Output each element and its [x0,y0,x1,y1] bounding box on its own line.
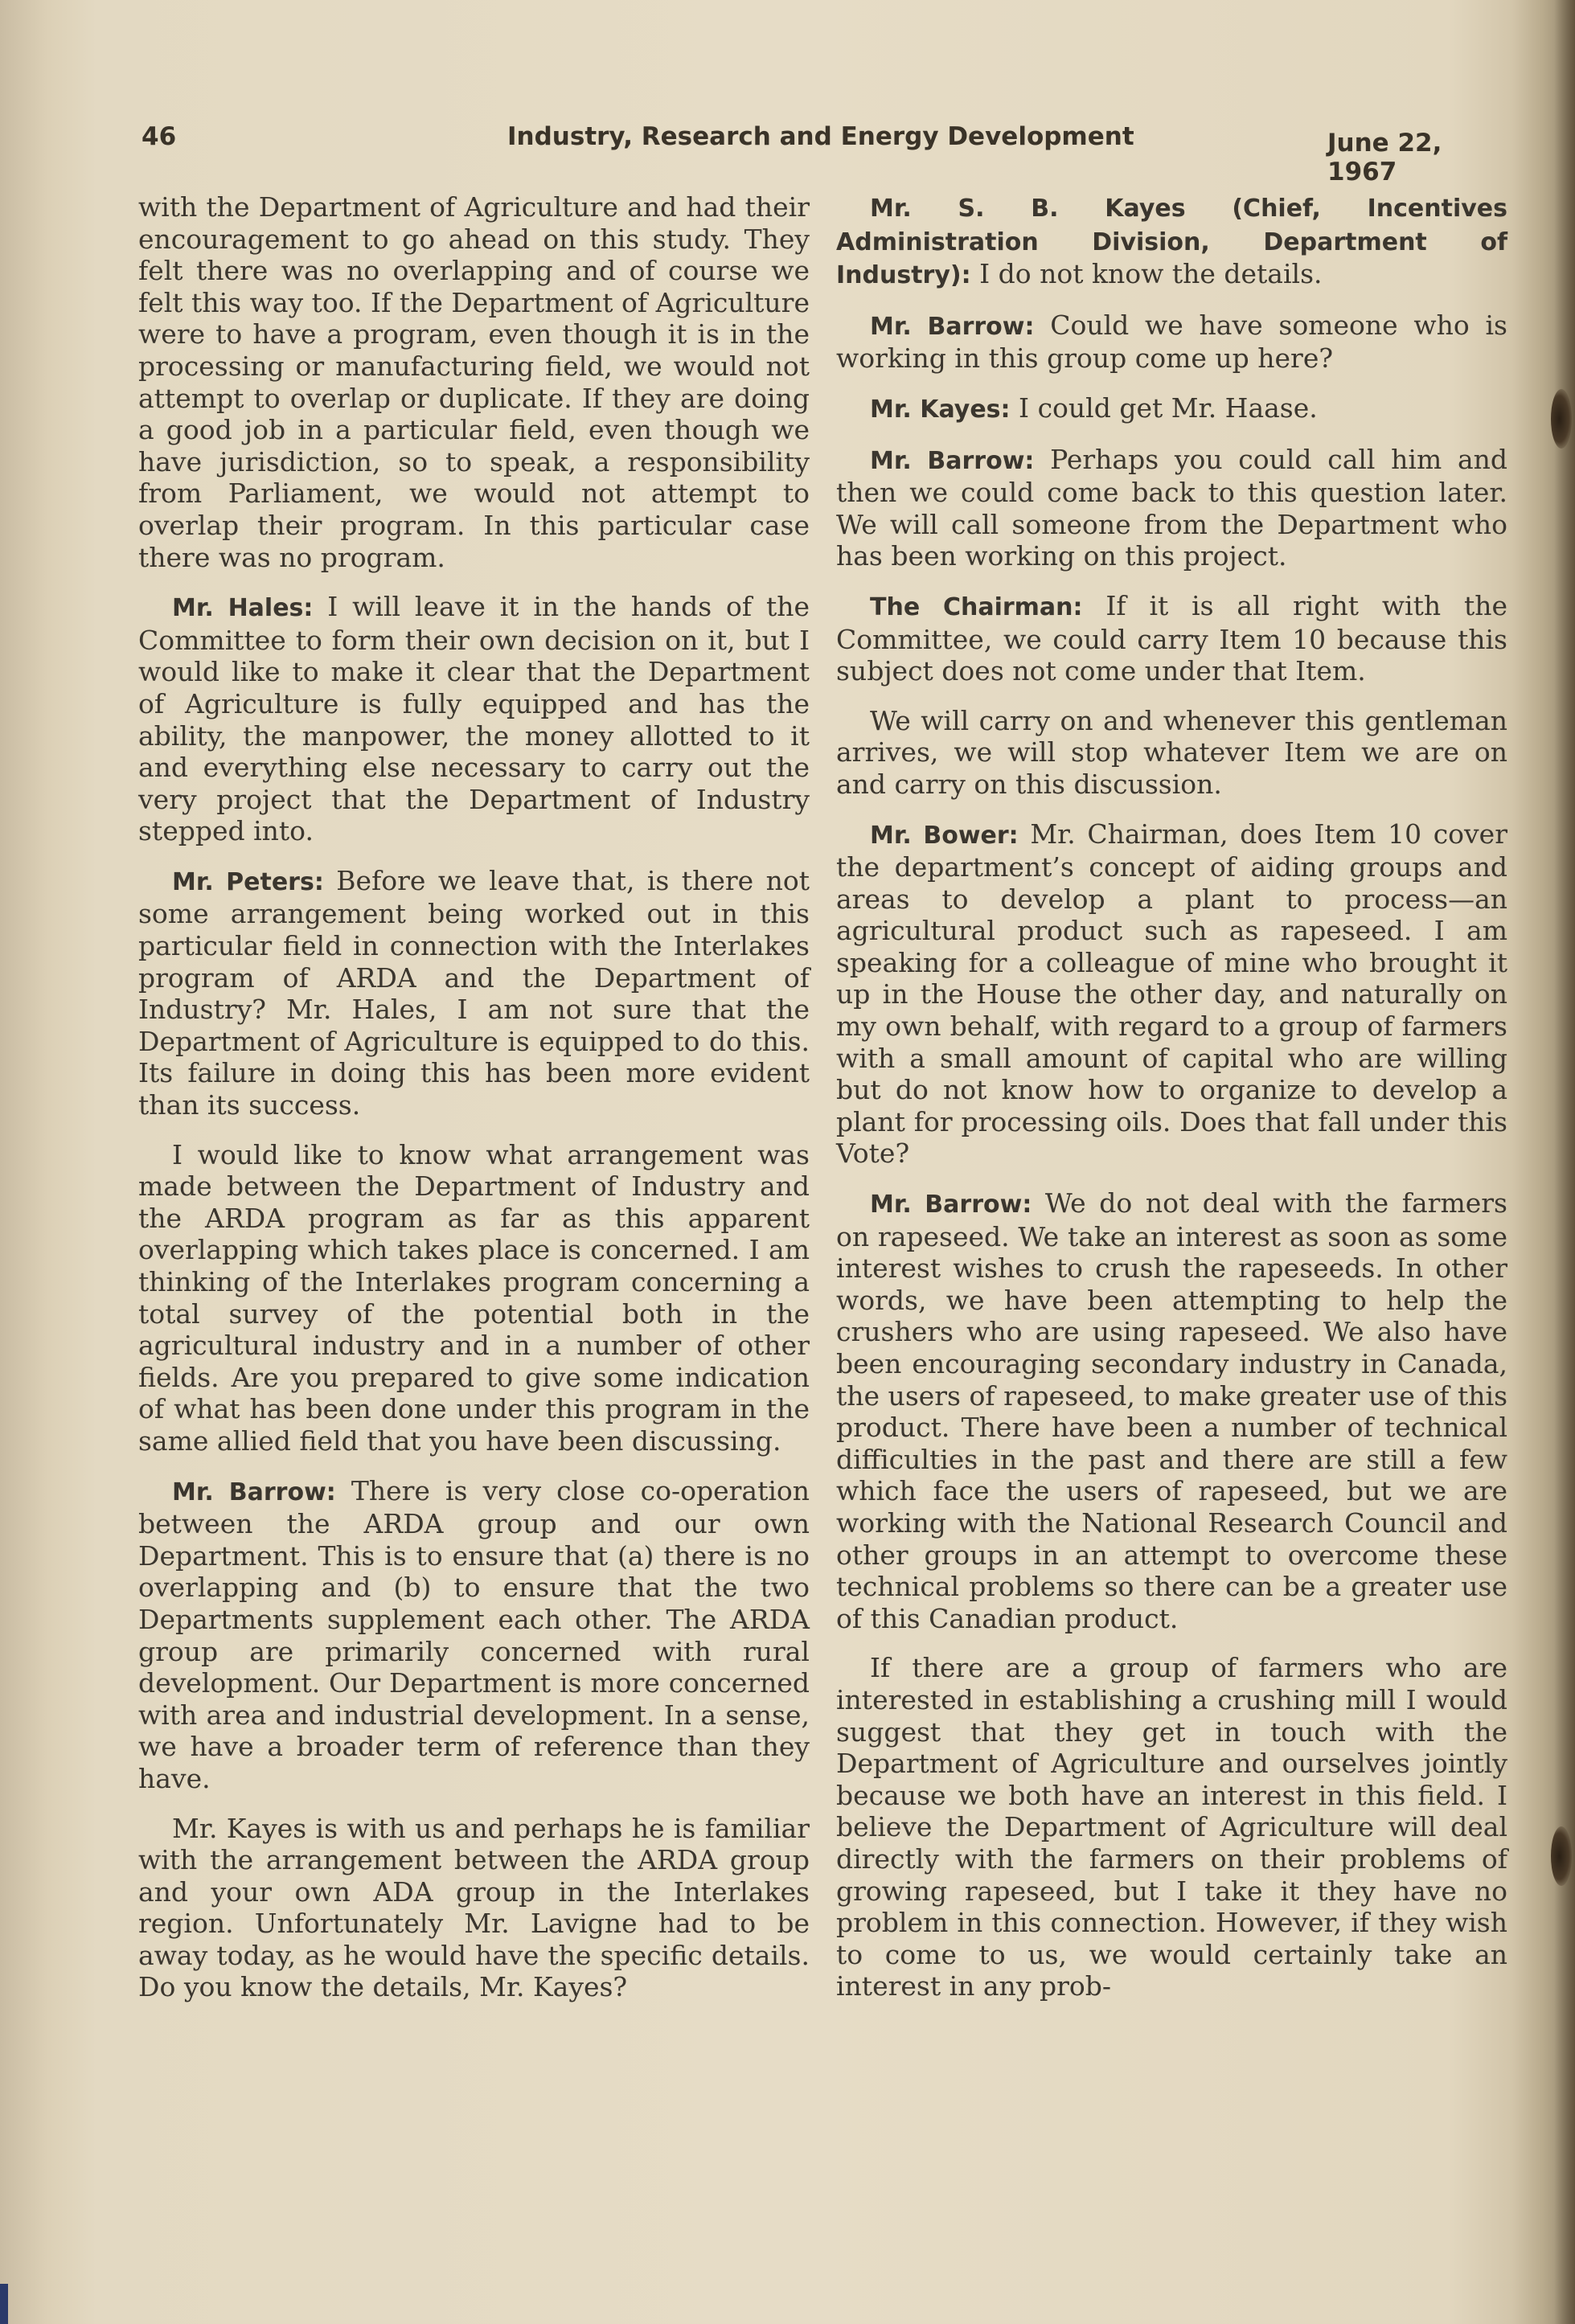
paragraph [836,444,1507,572]
paragraph [138,865,810,1121]
paragraph-text: Could we have someone who is working in this group come up here? [836,309,1507,375]
paragraph [836,1652,1507,2002]
speaker-name: Mr. Barrow: [172,1478,336,1506]
paragraph-text: I will leave it in the hands of the Committee to form their own decision on it, but I would like to make it clear that the Department of Agriculture is fully equipped and has the ability, the manpower, the money allotted to it and everything else necessary to carry out the very project that the Department of Industry stepped into. [138,591,810,847]
publication-title: Industry, Research and Energy Development [507,122,1134,151]
page-number: 46 [142,122,177,151]
paragraph [836,705,1507,801]
speaker-name: Mr. Barrow: [870,446,1035,475]
running-header [142,117,1508,186]
speaker-name: Mr. Barrow: [870,1191,1032,1219]
binder-hole-top [1551,389,1572,449]
binder-hole-bottom [1551,1826,1572,1886]
paragraph-text: with the Department of Agriculture and had their encouragement to go ahead on this study. They felt there was no overlapping and of course we felt this way too. If the Department of Agriculture were to have a program, even though it is in the processing or manufacturing field, we would not attempt to overlap or duplicate. If they are doing a good job in a particular field, even though we have jurisdiction, so to speak, a responsibility from Parliament, we would not attempt to overlap their program. In this particular case there was no program. [138,191,810,573]
speaker-name: Mr. Hales: [172,594,314,623]
left-column [138,191,810,2021]
paragraph-text: I do not know the details. [979,258,1323,290]
paragraph-text: I would like to know what arrangement was made between the Department of Industry and the ARDA program as far as this apparent overlapping which takes place is concerned. I am thinking of the Interlakes program concerning a total survey of the potential both in the agricultural industry and in a number of other fields. Are you prepared to give some indication of what has been done under this program in the same allied field that you have been discussing. [138,1138,810,1457]
paragraph [836,392,1507,426]
paragraph [138,1139,810,1457]
paragraph [138,191,810,573]
paragraph-text: We do not deal with the farmers on rapeseed. We take an interest as soon as some interest wishes to crush the rapeseeds. In other words, we have been attempting to help the crushers who are using rapeseed. We also have been encouraging secondary industry in Canada, the users of rapeseed, to make greater use of this product. There have been a number of technical difficulties in the past and there are still a few which face the users of rapeseed, but we are working with the National Research Council and other groups in an attempt to overcome these technical problems so there can be a greater use of this Canadian product. [836,1187,1507,1634]
paragraph [836,590,1507,687]
paragraph-text: There is very close co-operation between the ARDA group and our own Department. This is to ensure that (a) there is no overlapping and (b) to ensure that the two Departments supplement each other. The ARDA group are primarily concerned with rural development. Our Department is more concerned with area and industrial development. In a sense, we have a broader term of reference than they have. [138,1474,810,1794]
paragraph [138,591,810,847]
speaker-name: The Chairman: [870,592,1083,621]
paragraph-text: I could get Mr. Haase. [1019,391,1318,424]
paragraph [138,1475,810,1795]
paragraph-text: If it is all right with the Committee, we could carry Item 10 because this subject does not come under that Item. [836,589,1508,687]
paragraph [836,1187,1507,1634]
paragraph-text: Before we leave that, is there not some arrangement being worked out in this particular field in connection with the Interlakes program of ARDA and the Department of Industry? Mr. Hales, I am not sure that the Department of Agriculture is equipped to do this. Its failure in doing this has been more evident than its success. [138,864,810,1121]
paragraph [836,309,1507,375]
speaker-name: Mr. Kayes: [870,395,1011,424]
header-date: June 22, 1967 [1327,129,1442,186]
paragraph [836,818,1507,1170]
paragraph-text: Mr. Kayes is with us and perhaps he is familiar with the arrangement between the ARDA group and your own ADA group in the Interlakes region. Unfortunately Mr. Lavigne had to be away today, as he would have the specific details. Do you know the details, Mr. Kayes? [138,1812,810,2003]
right-column [836,191,1507,2020]
speaker-name: Mr. Barrow: [870,312,1035,341]
paragraph-text: Mr. Chairman, does Item 10 cover the department’s concept of aiding groups and areas to develop a plant to process—an agricultural product such as rapeseed. I am speaking for a colleague of mine who brought it up in the House the other day, and naturally on my own behalf, with regard to a group of farmers with a small amount of capital who are willing but do not know how to organize to develop a plant for processing oils. Does that fall under this Vote? [836,818,1507,1170]
speaker-name: Mr. Peters: [172,867,324,896]
paragraph-text: If there are a group of farmers who are interested in establishing a crushing mill I would suggest that they get in touch with the Department of Agriculture and ourselves jointly because we both have an interest in this field. I believe the Department of Agriculture will deal directly with the farmers on their problems of growing rapeseed, but I take it they have no problem in this connection. However, if they wish to come to us, we would certainly take an interest in any prob- [836,1652,1507,2002]
speaker-name: Mr. S. B. Kayes (Chief, Incentives Administration Division, Department of Industry): [836,195,1507,290]
binding-shadow [1554,0,1575,2324]
edge-strip [0,2284,8,2324]
speaker-name: Mr. Bower: [870,821,1019,850]
paragraph-text: Perhaps you could call him and then we could come back to this question later. We will call someone from the Department who has been working on this project. [836,443,1507,572]
paragraph [138,1813,810,2004]
paragraph [836,191,1507,292]
paragraph-text: We will carry on and whenever this gentleman arrives, we will stop whatever Item we are on and carry on this discussion. [836,704,1507,800]
